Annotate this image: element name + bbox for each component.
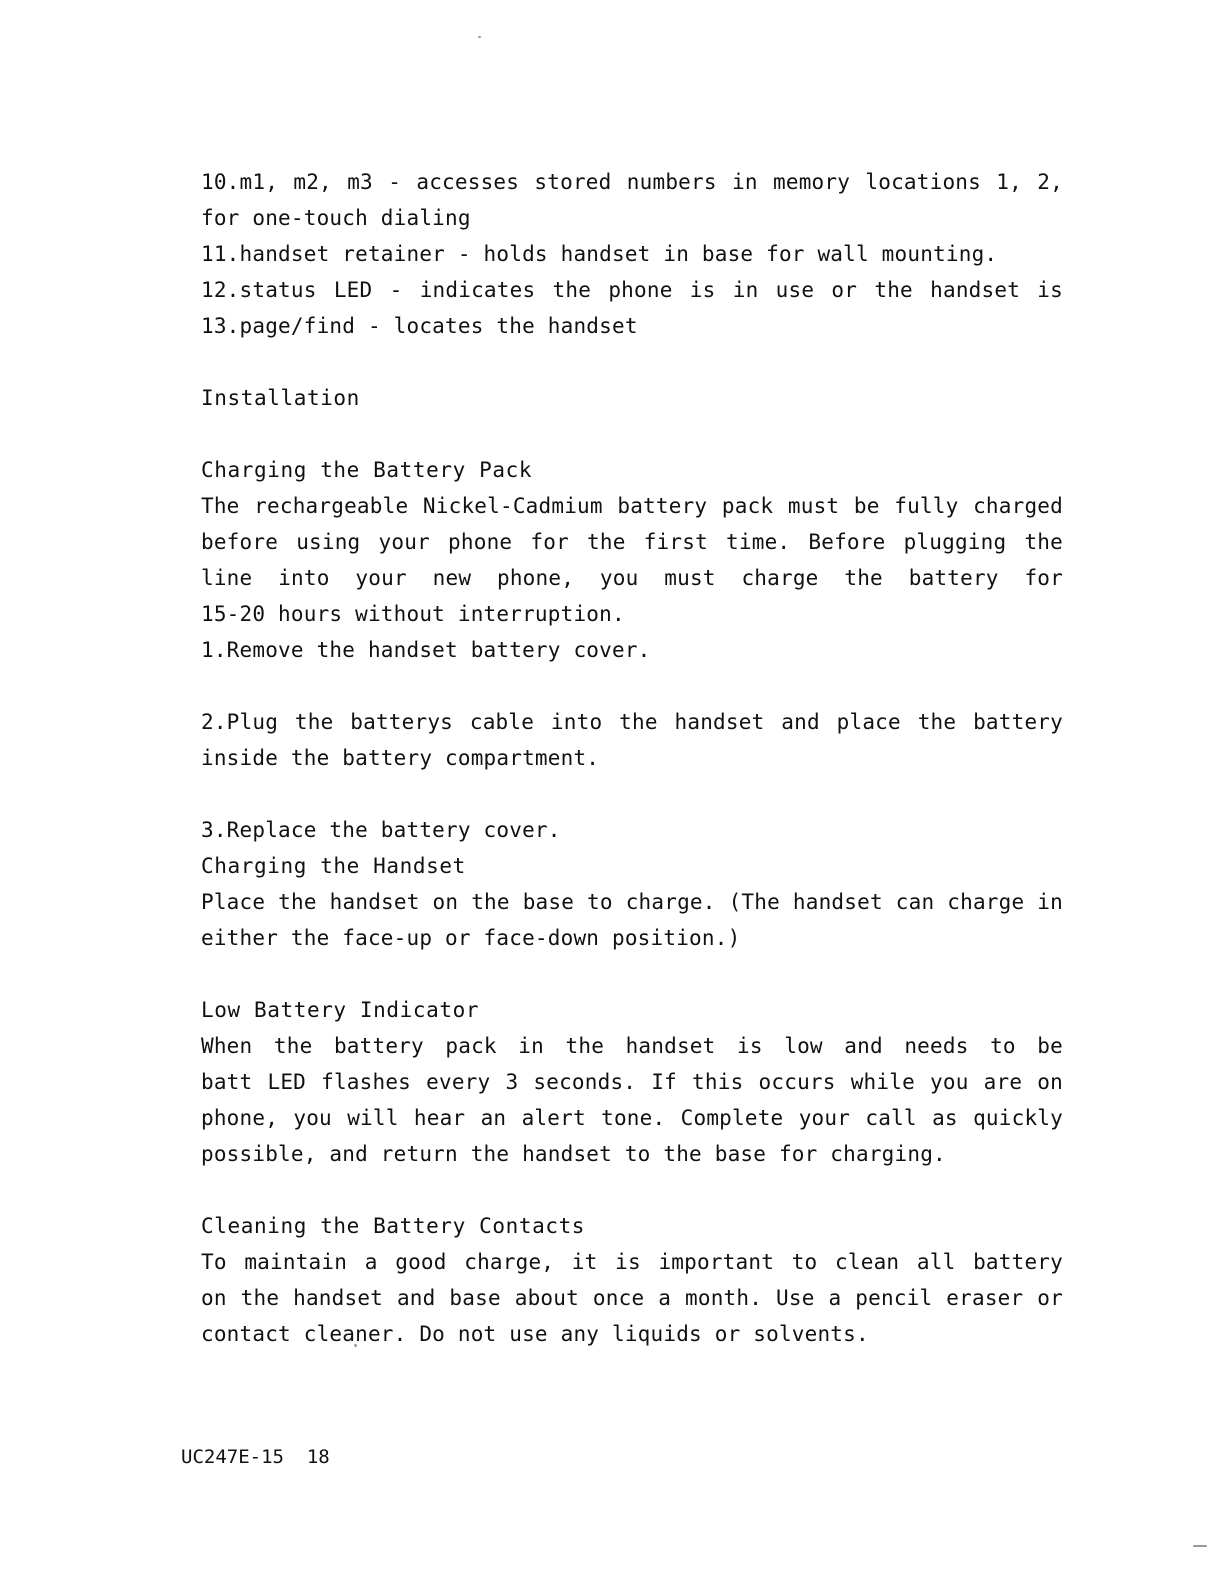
paragraph-line: To maintain a good charge, it is important to clean all battery <box>201 1250 1063 1274</box>
feature-item-10: 10.m1, m2, m3 - accesses stored numbers in memory locations 1, 2, <box>201 170 1063 194</box>
feature-item-10-cont: for one-touch dialing <box>201 206 471 230</box>
section-heading-installation: Installation <box>201 386 360 410</box>
paragraph-line: on the handset and base about once a month. Use a pencil eraser or <box>201 1286 1063 1310</box>
step-3: 3.Replace the battery cover. <box>201 818 561 842</box>
paragraph-line: When the battery pack in the handset is low and needs to be <box>201 1034 1063 1058</box>
paragraph-line: batt LED flashes every 3 seconds. If this occurs while you are on <box>201 1070 1063 1094</box>
paragraph-line: either the face-up or face-down position.) <box>201 926 741 950</box>
paragraph-line: phone, you will hear an alert tone. Complete your call as quickly <box>201 1106 1063 1130</box>
paragraph-line: 15-20 hours without interruption. <box>201 602 625 626</box>
paragraph-line: possible, and return the handset to the base for charging. <box>201 1142 946 1166</box>
feature-item-11: 11.handset retainer - holds handset in base for wall mounting. <box>201 242 998 266</box>
scan-speck <box>478 36 481 38</box>
page-footer: UC247E-15 18 <box>181 1446 330 1468</box>
step-2: 2.Plug the batterys cable into the handset and place the battery <box>201 710 1063 734</box>
subheading-charging-battery-pack: Charging the Battery Pack <box>201 458 533 482</box>
step-2-cont: inside the battery compartment. <box>201 746 600 770</box>
document-body <box>201 164 1071 1352</box>
paragraph-line: line into your new phone, you must charge the battery for <box>201 566 1063 590</box>
step-1: 1.Remove the handset battery cover. <box>201 638 651 662</box>
subheading-charging-handset: Charging the Handset <box>201 854 466 878</box>
paragraph-line: The rechargeable Nickel-Cadmium battery pack must be fully charged <box>201 494 1063 518</box>
feature-item-13: 13.page/find - locates the handset <box>201 314 638 338</box>
feature-item-12: 12.status LED - indicates the phone is in use or the handset is <box>201 278 1063 302</box>
scan-speck <box>1193 1545 1207 1547</box>
subheading-cleaning-battery-contacts: Cleaning the Battery Contacts <box>201 1214 586 1238</box>
paragraph-line: before using your phone for the first time. Before plugging the <box>201 530 1063 554</box>
subheading-low-battery-indicator: Low Battery Indicator <box>201 998 480 1022</box>
paragraph-line: Place the handset on the base to charge. (The handset can charge in <box>201 890 1063 914</box>
paragraph-line: contact cleaner. Do not use any liquids or solvents. <box>201 1322 869 1346</box>
